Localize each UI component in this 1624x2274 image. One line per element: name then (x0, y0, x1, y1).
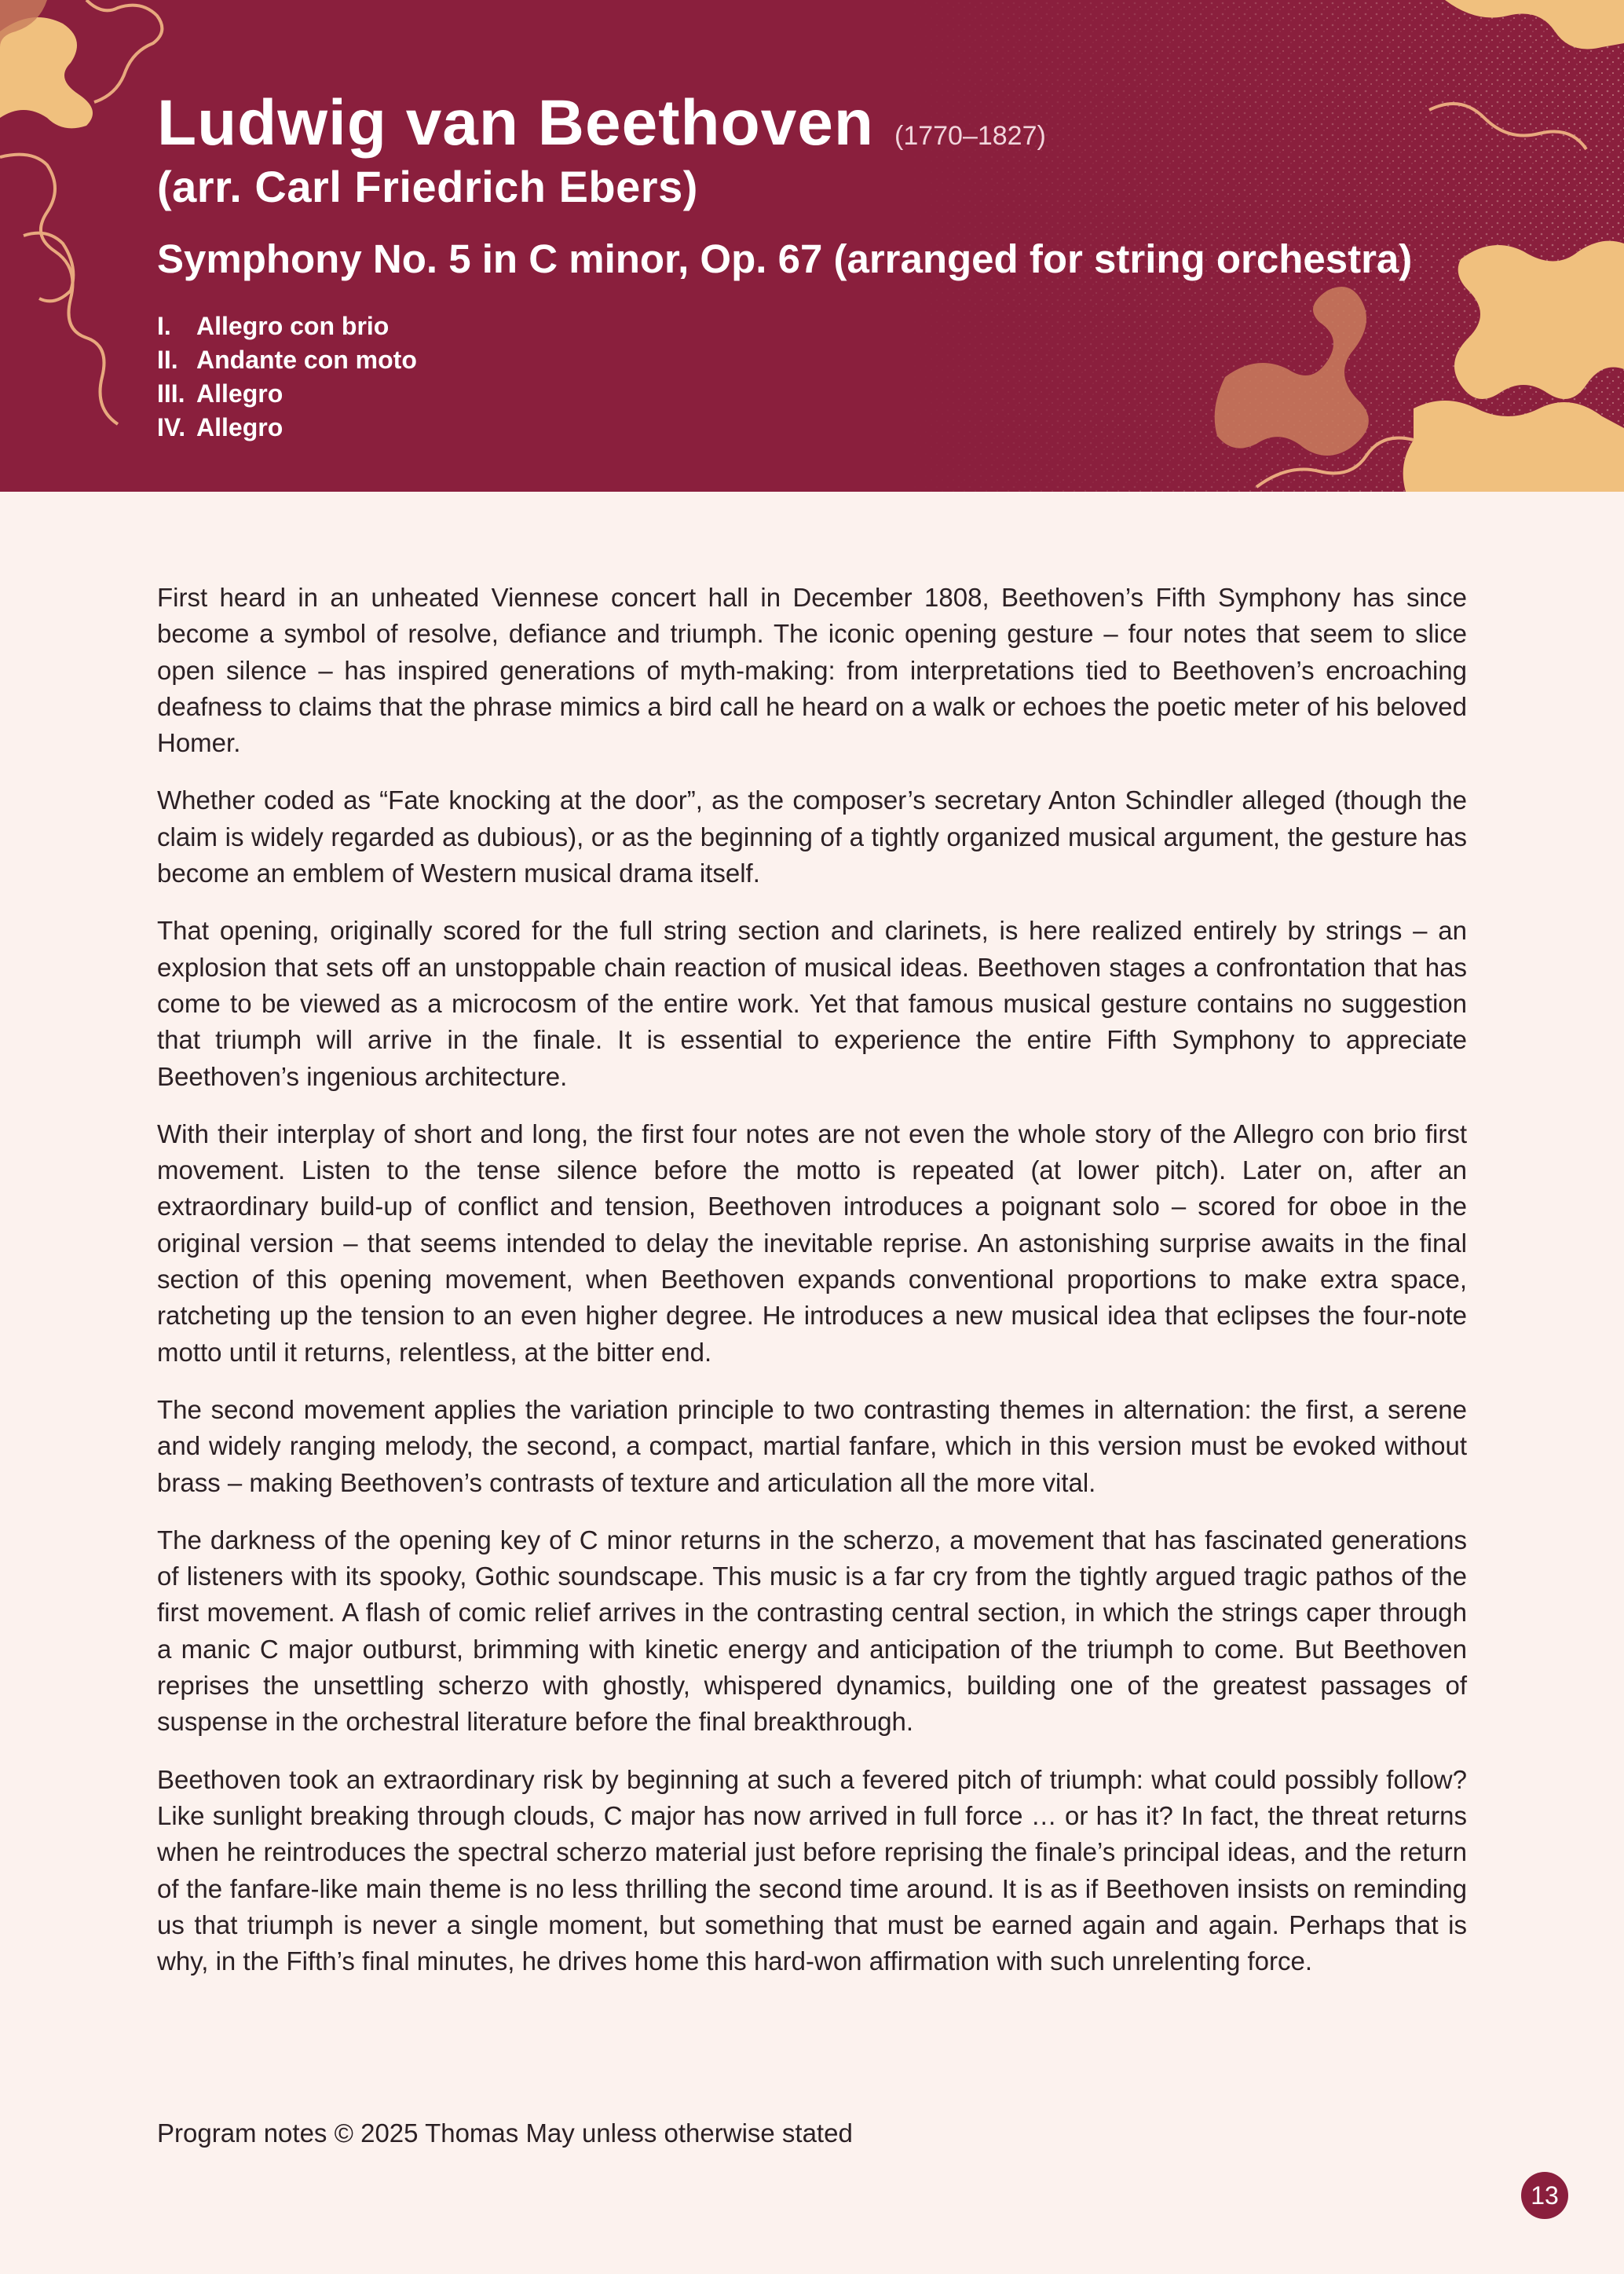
composer-dates: (1770–1827) (894, 121, 1046, 151)
movement-item (157, 309, 1492, 343)
paragraph: Whether coded as “Fate knocking at the door”, as the composer’s secretary Anton Schindler alleged (though the claim is widely regarded as dubious), or as the beginning of a tightly organized musical argument, the gesture has become an emblem of Western musical drama itself. (157, 785, 1467, 888)
movement-title: Allegro (196, 412, 283, 441)
paragraph: That opening, originally scored for the full string section and clarinets, is here realized entirely by strings – an explosion that sets off an unstoppable chain reaction of musical ideas. Beethoven stages a confrontation that has come to be viewed as a microcosm of the entire work. Yet that famous musical gesture contains no suggestion that triumph will arrive in the finale. It is essential to experience the entire Fifth Symphony to appreciate Beethoven’s ingenious architecture. (157, 916, 1467, 1091)
header-content (157, 88, 1492, 445)
movement-number: IV. (157, 412, 186, 441)
movement-number: I. (157, 311, 171, 340)
paragraph: Beethoven took an extraordinary risk by beginning at such a fevered pitch of triumph: what could possibly follow? Like sunlight breaking through clouds, C major has now arrived in full force … or has it? In fact, the threat returns when he reintroduces the spectral scherzo material just before reprising the finale’s principal ideas, and the return of the fanfare-like main theme is no less thrilling the second time around. It is as if Beethoven insists on reminding us that triumph is never a single moment, but something that must be earned again and again. Perhaps that is why, in the Fifth’s final minutes, he drives home this hard-won affirmation with such unrelenting force. (157, 1764, 1467, 1976)
composer-name: Ludwig van Beethoven (157, 87, 874, 159)
movement-item (157, 343, 1492, 377)
arranger: (arr. Carl Friedrich Ebers) (157, 162, 698, 212)
movement-list (157, 309, 1492, 445)
movement-number: III. (157, 379, 185, 408)
movement-number: II. (157, 345, 178, 374)
movement-title: Allegro con brio (196, 311, 390, 340)
movement-item (157, 411, 1492, 445)
paragraph: With their interplay of short and long, the first four notes are not even the whole story of the Allegro con brio first movement. Listen to the tense silence before the motto is repeated (at lower pitch). Later on, after an extraordinary build-up of conflict and tension, Beethoven introduces a poignant solo – scored for oboe in the original version – that seems intended to delay the inevitable reprise. An astonishing surprise awaits in the final section of this opening movement, when Beethoven expands conventional proportions to make extra space, ratcheting up the tension to an even higher degree. He introduces a new musical idea that eclipses the four-note motto until it returns, relentless, at the bitter end. (157, 1119, 1467, 1367)
paragraph: The second movement applies the variation principle to two contrasting themes in alternation: the first, a serene and widely ranging melody, the second, a compact, martial fanfare, which in this version must be evoked without brass – making Beethoven’s contrasts of texture and articulation all the more vital. (157, 1394, 1467, 1497)
movement-title: Andante con moto (196, 345, 417, 374)
composer-line (157, 88, 1492, 159)
paragraph: The darkness of the opening key of C minor returns in the scherzo, a movement that has fascinated generations of listeners with its spooky, Gothic soundscape. This music is a far cry from the tightly argued tragic pathos of the first movement. A flash of comic relief arrives in the contrasting central section, in which the strings caper through a manic C major outburst, brimming with kinetic energy and anticipation of the triumph to come. But Beethoven reprises the unsettling scherzo with ghostly, whispered dynamics, building one of the greatest passages of suspense in the orchestral literature before the final breakthrough. (157, 1525, 1467, 1737)
movement-title: Allegro (196, 379, 283, 408)
work-title: Symphony No. 5 in C minor, Op. 67 (arranged for string orchestra) (157, 236, 1413, 281)
movement-item (157, 377, 1492, 411)
program-notes-body (157, 580, 1467, 2001)
copyright-credit: Program notes © 2025 Thomas May unless otherwise stated (157, 2118, 853, 2148)
paragraph: First heard in an unheated Viennese concert hall in December 1808, Beethoven’s Fifth Symphony has since become a symbol of resolve, defiance and triumph. The iconic opening gesture – four notes that seem to slice open silence – has inspired generations of myth-making: from interpretations tied to Beethoven’s encroaching deafness to claims that the phrase mimics a bird call he heard on a walk or echoes the poetic meter of his beloved Homer. (157, 583, 1467, 758)
page-number-badge: 13 (1521, 2172, 1568, 2219)
header-banner (0, 0, 1624, 492)
